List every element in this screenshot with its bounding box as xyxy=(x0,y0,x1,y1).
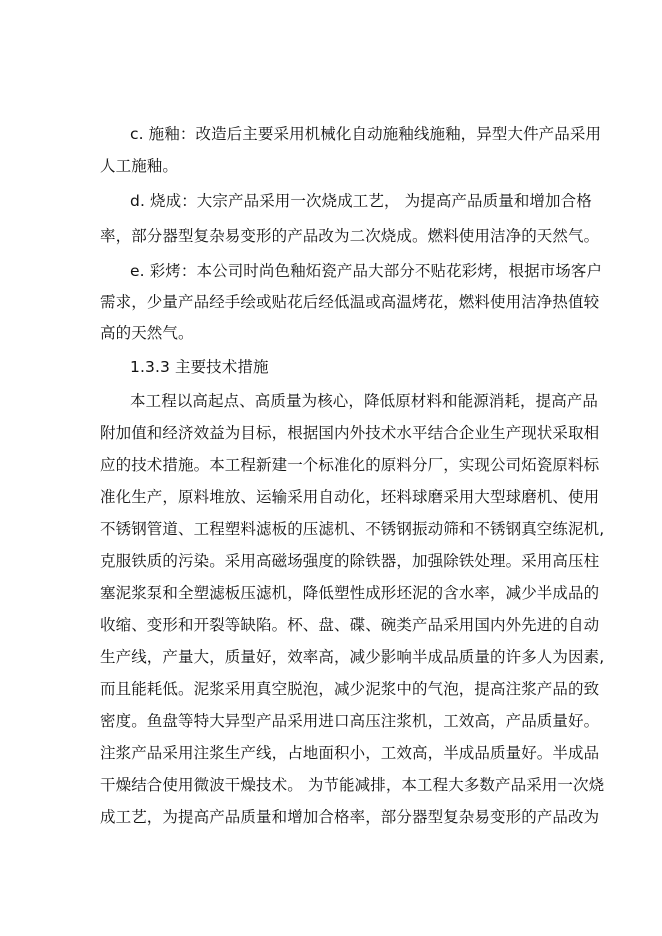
body-paragraph-line-3: 应的技术措施。本工程新建一个标准化的原料分厂，实现公司炻瓷原料标 xyxy=(100,456,600,474)
paragraph-d-line-2: 率，部分器型复杂易变形的产品改为二次烧成。燃料使用洁净的天然气。 xyxy=(100,227,600,245)
body-paragraph-line-4: 准化生产，原料堆放、运输采用自动化，坯料球磨采用大型球磨机、使用 xyxy=(100,488,600,506)
paragraph-e-line-3: 高的天然气。 xyxy=(100,324,194,342)
body-paragraph-line-7: 塞泥浆泵和全塑滤板压滤机，降低塑性成形坯泥的含水率，减少半成品的 xyxy=(100,584,600,602)
paragraph-d-line-1: d. 烧成：大宗产品采用一次烧成工艺， 为提高产品质量和增加合格 xyxy=(130,192,592,210)
paragraph-e-line-2: 需求，少量产品经手绘或贴花后经低温或高温烤花，燃料使用洁净热值较 xyxy=(100,293,600,311)
body-paragraph-line-11: 密度。鱼盘等特大异型产品采用进口高压注浆机，工效高，产品质量好。 xyxy=(100,712,600,730)
paragraph-e-line-1: e. 彩烤：本公司时尚色釉炻瓷产品大部分不贴花彩烤，根据市场客户 xyxy=(130,262,603,280)
paragraph-c-line-1: c. 施釉：改造后主要采用机械化自动施釉线施釉，异型大件产品采用 xyxy=(130,125,602,143)
body-paragraph-line-13: 干燥结合使用微波干燥技术。 为节能减排，本工程大多数产品采用一次烧 xyxy=(100,776,605,794)
body-paragraph-line-12: 注浆产品采用注浆生产线，占地面积小，工效高，半成品质量好。半成品 xyxy=(100,744,600,762)
body-paragraph-line-14: 成工艺，为提高产品质量和增加合格率，部分器型复杂易变形的产品改为 xyxy=(100,808,600,826)
body-paragraph-line-8: 收缩、变形和开裂等缺陷。杯、盘、碟、碗类产品采用国内外先进的自动 xyxy=(100,616,600,634)
section-heading: 1.3.3 主要技术措施 xyxy=(130,358,269,376)
body-paragraph-line-10: 而且能耗低。泥浆采用真空脱泡，减少泥浆中的气泡，提高注浆产品的致 xyxy=(100,680,600,698)
body-paragraph-line-9: 生产线，产量大，质量好，效率高，减少影响半成品质量的许多人为因素, xyxy=(100,648,605,666)
body-paragraph-line-1: 本工程以高起点、高质量为核心，降低原材料和能源消耗，提高产品 xyxy=(130,392,599,410)
body-paragraph-line-6: 克服铁质的污染。采用高磁场强度的除铁器，加强除铁处理。采用高压柱 xyxy=(100,552,600,570)
body-paragraph-line-5: 不锈钢管道、工程塑料滤板的压滤机、不锈钢振动筛和不锈钢真空练泥机, xyxy=(100,520,605,538)
body-paragraph-line-2: 附加值和经济效益为目标，根据国内外技术水平结合企业生产现状采取相 xyxy=(100,424,600,442)
paragraph-c-line-2: 人工施釉。 xyxy=(100,157,179,175)
